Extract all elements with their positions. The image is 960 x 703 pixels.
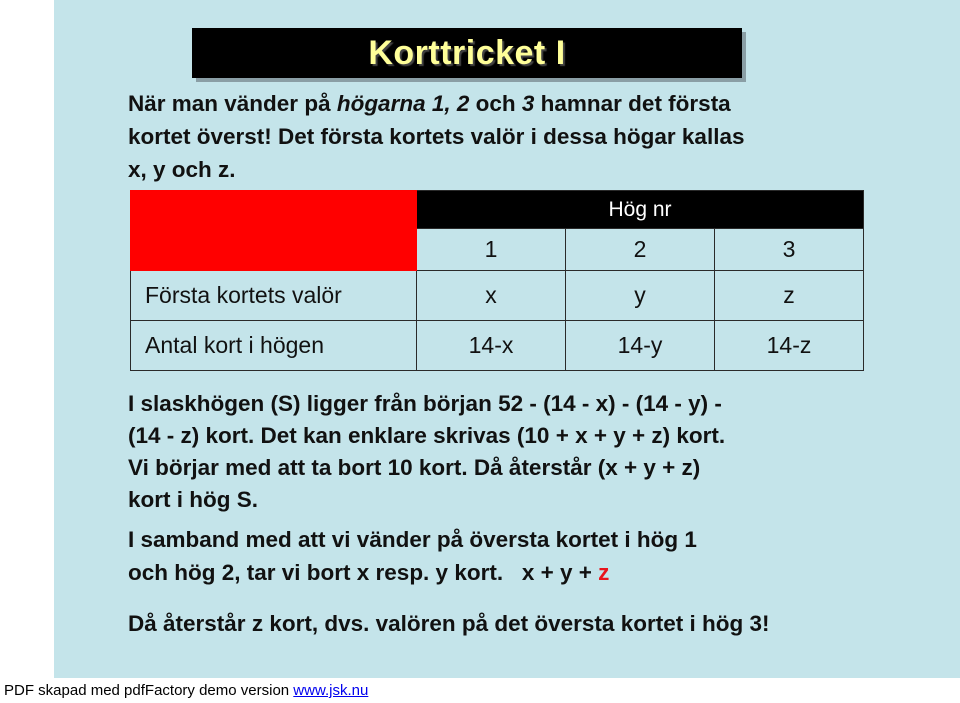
para2-line-3: Vi börjar med att ta bort 10 kort. Då återstår (x + y + z) [128, 455, 701, 480]
column-header-3: 3 [715, 229, 864, 271]
column-header-1: 1 [417, 229, 566, 271]
cell-antal-3: 14-z [715, 321, 864, 371]
intro-text-2: kortet överst! Det första kortets valör i dessa högar kallas [128, 124, 745, 149]
slaskhog-paragraph [128, 388, 725, 516]
cell-valor-2: y [566, 271, 715, 321]
intro-text-1d: 3 [521, 91, 535, 116]
slide-title: Korttricket I [368, 34, 566, 72]
cell-valor-1: x [417, 271, 566, 321]
intro-text-1e: hamnar det första [534, 91, 731, 116]
cell-antal-2: 14-y [566, 321, 715, 371]
title-bar [192, 28, 742, 78]
para3-line-2: och hög 2, tar vi bort x resp. y kort. [128, 560, 504, 585]
para3-line-1: I samband med att vi vänder på översta kortet i hög 1 [128, 527, 697, 552]
row-label-antal: Antal kort i högen [131, 321, 417, 371]
hog-nr-header: Hög nr [417, 191, 864, 229]
para2-line-4: kort i hög S. [128, 487, 259, 512]
table-header-row [131, 191, 864, 229]
pdf-footer [4, 682, 368, 699]
para2-line-2: (14 - z) kort. Det kan enklare skrivas (10 + x + y + z) kort. [128, 423, 726, 448]
para2-line-1: I slaskhögen (S) ligger från början 52 - (14 - x) - (14 - y) - [128, 391, 722, 416]
row-label-valor: Första kortets valör [131, 271, 417, 321]
footer-link[interactable]: www.jsk.nu [293, 682, 369, 699]
column-header-2: 2 [566, 229, 715, 271]
table-row [131, 321, 864, 371]
table-row [131, 271, 864, 321]
cell-antal-1: 14-x [417, 321, 566, 371]
red-corner-cell [131, 191, 417, 271]
conclusion-paragraph: Då återstår z kort, dvs. valören på det översta kortet i hög 3! [128, 611, 770, 636]
hog-table [130, 190, 864, 371]
intro-text-1c: och [469, 91, 522, 116]
intro-text-1a: När man vänder på [128, 91, 337, 116]
para3-expression: x + y + [521, 560, 599, 585]
intro-text-3: x, y och z. [128, 157, 236, 182]
intro-paragraph [128, 87, 744, 186]
intro-text-1b: högarna 1, 2 [336, 91, 470, 116]
footer-text: PDF skapad med pdfFactory demo version [4, 682, 294, 699]
samband-paragraph [128, 523, 697, 589]
para3-expression-z: z [598, 560, 610, 585]
cell-valor-3: z [715, 271, 864, 321]
